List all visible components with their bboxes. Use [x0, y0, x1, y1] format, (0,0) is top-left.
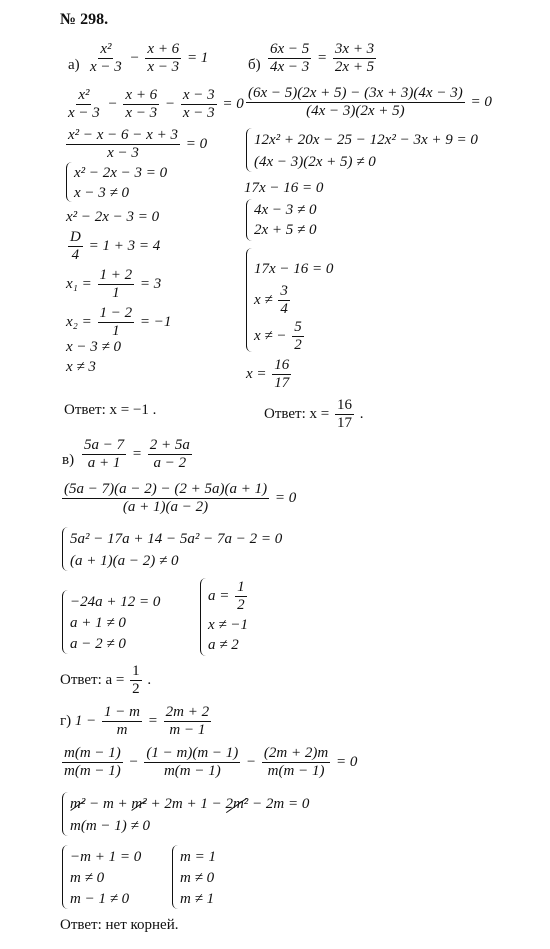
- cancelled-term: m²: [70, 796, 86, 812]
- part-a-cond2: x ≠ 3: [66, 359, 96, 375]
- part-b-eq2: $\frac{(6x - 5)(2x + 5) - (3x + 3)(4x - 3)}{(4x - 3)(2x + 5)}$ = 0: [248, 85, 492, 119]
- brace: [172, 845, 178, 909]
- fraction: $\frac{(1 - m)(m - 1)}{m(m - 1)}$: [146, 745, 239, 779]
- part-b-answer: Ответ: x = $\frac{16}{17}$ .: [264, 397, 364, 431]
- part-v-eq2: $\frac{(5a - 7)(a - 2) - (2 + 5a)(a + 1)}{(a + 1)(a - 2)}$ = 0: [64, 481, 297, 515]
- part-a-x1: x₁ = $\frac{1 + 2}{1}$ = 3: [66, 267, 162, 301]
- part-a-system-1: x² − 2x − 3 = 0 x − 3 ≠ 0: [64, 162, 264, 204]
- part-a-cond1: x − 3 ≠ 0: [66, 339, 122, 355]
- part-v-answer: Ответ: a = $\frac{1}{2}$ .: [60, 663, 152, 697]
- fraction: $\frac{(6x - 5)(2x + 5) - (3x + 3)(4x - 3)}{(4x - 3)(2x + 5)}$: [248, 85, 463, 119]
- part-a-eq4: x² − 2x − 3 = 0: [66, 209, 160, 225]
- fraction: $\frac{x - 3}{x - 3}$: [182, 87, 215, 121]
- part-v-eq1: $\frac{5a - 7}{a + 1}$ = $\frac{2 + 5a}{a - 2}$: [84, 437, 190, 471]
- fraction: $\frac{\text{x²}}{x - 3}$: [68, 87, 100, 121]
- cancelled-term: 2m²: [225, 796, 249, 812]
- brace: [62, 845, 68, 909]
- brace: [246, 128, 252, 172]
- fraction: $\frac{16}{17}$: [274, 357, 290, 391]
- brace: [62, 527, 68, 571]
- fraction: $\frac{\text{x² − x − 6 − x + 3}}{x - 3}$: [68, 127, 178, 161]
- part-g-system-2: −m + 1 = 0 m ≠ 0 m − 1 ≠ 0: [60, 845, 190, 911]
- part-b-system-2: 4x − 3 ≠ 0 2x + 5 ≠ 0: [244, 199, 364, 243]
- part-b-eq1: $\frac{6x - 5}{4x - 3}$ = $\frac{3x + 3}{2x + 5}$: [270, 41, 375, 75]
- fraction: $\frac{m(m - 1)}{m(m - 1)}$: [64, 745, 121, 779]
- part-a-label: а): [68, 57, 80, 73]
- fraction: $\frac{(5a - 7)(a - 2) - (2 + 5a)(a + 1)}{(a + 1)(a - 2)}$: [64, 481, 268, 515]
- part-g-system-3: m = 1 m ≠ 0 m ≠ 1: [170, 845, 270, 911]
- brace: [62, 792, 68, 836]
- cancelled-term: m²: [131, 796, 147, 812]
- part-v-system-2: −24a + 12 = 0 a + 1 ≠ 0 a − 2 ≠ 0: [60, 590, 210, 656]
- part-v-label: в): [62, 452, 75, 468]
- fraction: $\frac{1}{2}$: [237, 579, 245, 613]
- brace: [246, 248, 252, 352]
- part-a-eq2: $\frac{\text{x²}}{x - 3}$ − $\frac{x + 6}{x - 3}$ − $\frac{x - 3}{x - 3}$ = 0: [68, 87, 244, 121]
- brace: [62, 590, 68, 654]
- part-g-eq1: г) 1 − $\frac{1 - m}{m}$ = $\frac{2m + 2}{m - 1}$: [60, 704, 210, 738]
- fraction: $\frac{6x - 5}{4x - 3}$: [270, 41, 310, 75]
- part-b-eq3: 17x − 16 = 0: [244, 180, 324, 196]
- fraction: $\frac{3}{4}$: [280, 283, 288, 317]
- part-a-eq3: $\frac{\text{x² − x − 6 − x + 3}}{x - 3}$ = 0: [68, 127, 208, 161]
- fraction: $\frac{1 + 2}{1}$: [99, 267, 133, 301]
- part-g-system-1: m² − m + m² + 2m + 1 − 2m² − 2m = 0 m(m − 1) ≠ 0: [60, 792, 360, 838]
- fraction: $\frac{2m + 2}{m - 1}$: [165, 704, 210, 738]
- part-v-system-3: a = $\frac{1}{2}$ x ≠ −1 a ≠ 2: [198, 578, 298, 658]
- fraction: $\frac{1}{2}$: [132, 663, 140, 697]
- brace: [246, 199, 252, 241]
- brace: [66, 162, 72, 202]
- fraction: $\frac{1 - 2}{1}$: [99, 305, 133, 339]
- part-a-x2: x₂ = $\frac{1 - 2}{1}$ = −1: [66, 305, 172, 339]
- fraction: $\frac{2 + 5a}{a - 2}$: [149, 437, 190, 471]
- fraction: $\frac{D}{4}$: [70, 229, 81, 263]
- fraction: $\frac{x + 6}{x - 3}$: [147, 41, 180, 75]
- brace: [200, 578, 206, 656]
- fraction: $\frac{(2m + 2)m}{m(m - 1)}$: [263, 745, 329, 779]
- part-b-system-1: 12x² + 20x − 25 − 12x² − 3x + 9 = 0 (4x − 3)(2x + 5) ≠ 0: [244, 128, 534, 174]
- fraction: $\frac{5}{2}$: [294, 319, 302, 353]
- fraction: $\frac{5a - 7}{a + 1}$: [84, 437, 125, 471]
- part-g-answer: Ответ: нет корней.: [60, 917, 179, 933]
- part-v-system-1: 5a² − 17a + 14 − 5a² − 7a − 2 = 0 (a + 1)(a − 2) ≠ 0: [60, 527, 320, 573]
- part-a-discriminant: $\frac{D}{4}$ = 1 + 3 = 4: [70, 229, 161, 263]
- part-b-system-3: 17x − 16 = 0 x ≠ $\frac{3}{4}$ x ≠ − $\frac{5}{2}$: [244, 248, 394, 354]
- fraction: $\frac{1 - m}{m}$: [104, 704, 140, 738]
- fraction: $\frac{16}{17}$: [336, 397, 352, 431]
- fraction: $\frac{\text{x²}}{x - 3}$: [90, 41, 122, 75]
- fraction: $\frac{3x + 3}{2x + 5}$: [334, 41, 375, 75]
- fraction: $\frac{x + 6}{x - 3}$: [125, 87, 158, 121]
- problem-title: № 298.: [60, 11, 109, 28]
- part-a-answer: Ответ: x = −1 .: [64, 402, 157, 418]
- part-b-label: б): [248, 57, 261, 73]
- part-b-result: x = $\frac{16}{17}$: [246, 357, 290, 391]
- part-g-eq2: $\frac{m(m - 1)}{m(m - 1)}$ − $\frac{(1 - m)(m - 1)}{m(m - 1)}$ − $\frac{(2m + 2)m}{m(m - 1)}$ = 0: [64, 745, 358, 779]
- part-a-eq1: $\frac{\text{x²}}{x - 3}$ − $\frac{x + 6}{x - 3}$ = 1: [90, 41, 209, 75]
